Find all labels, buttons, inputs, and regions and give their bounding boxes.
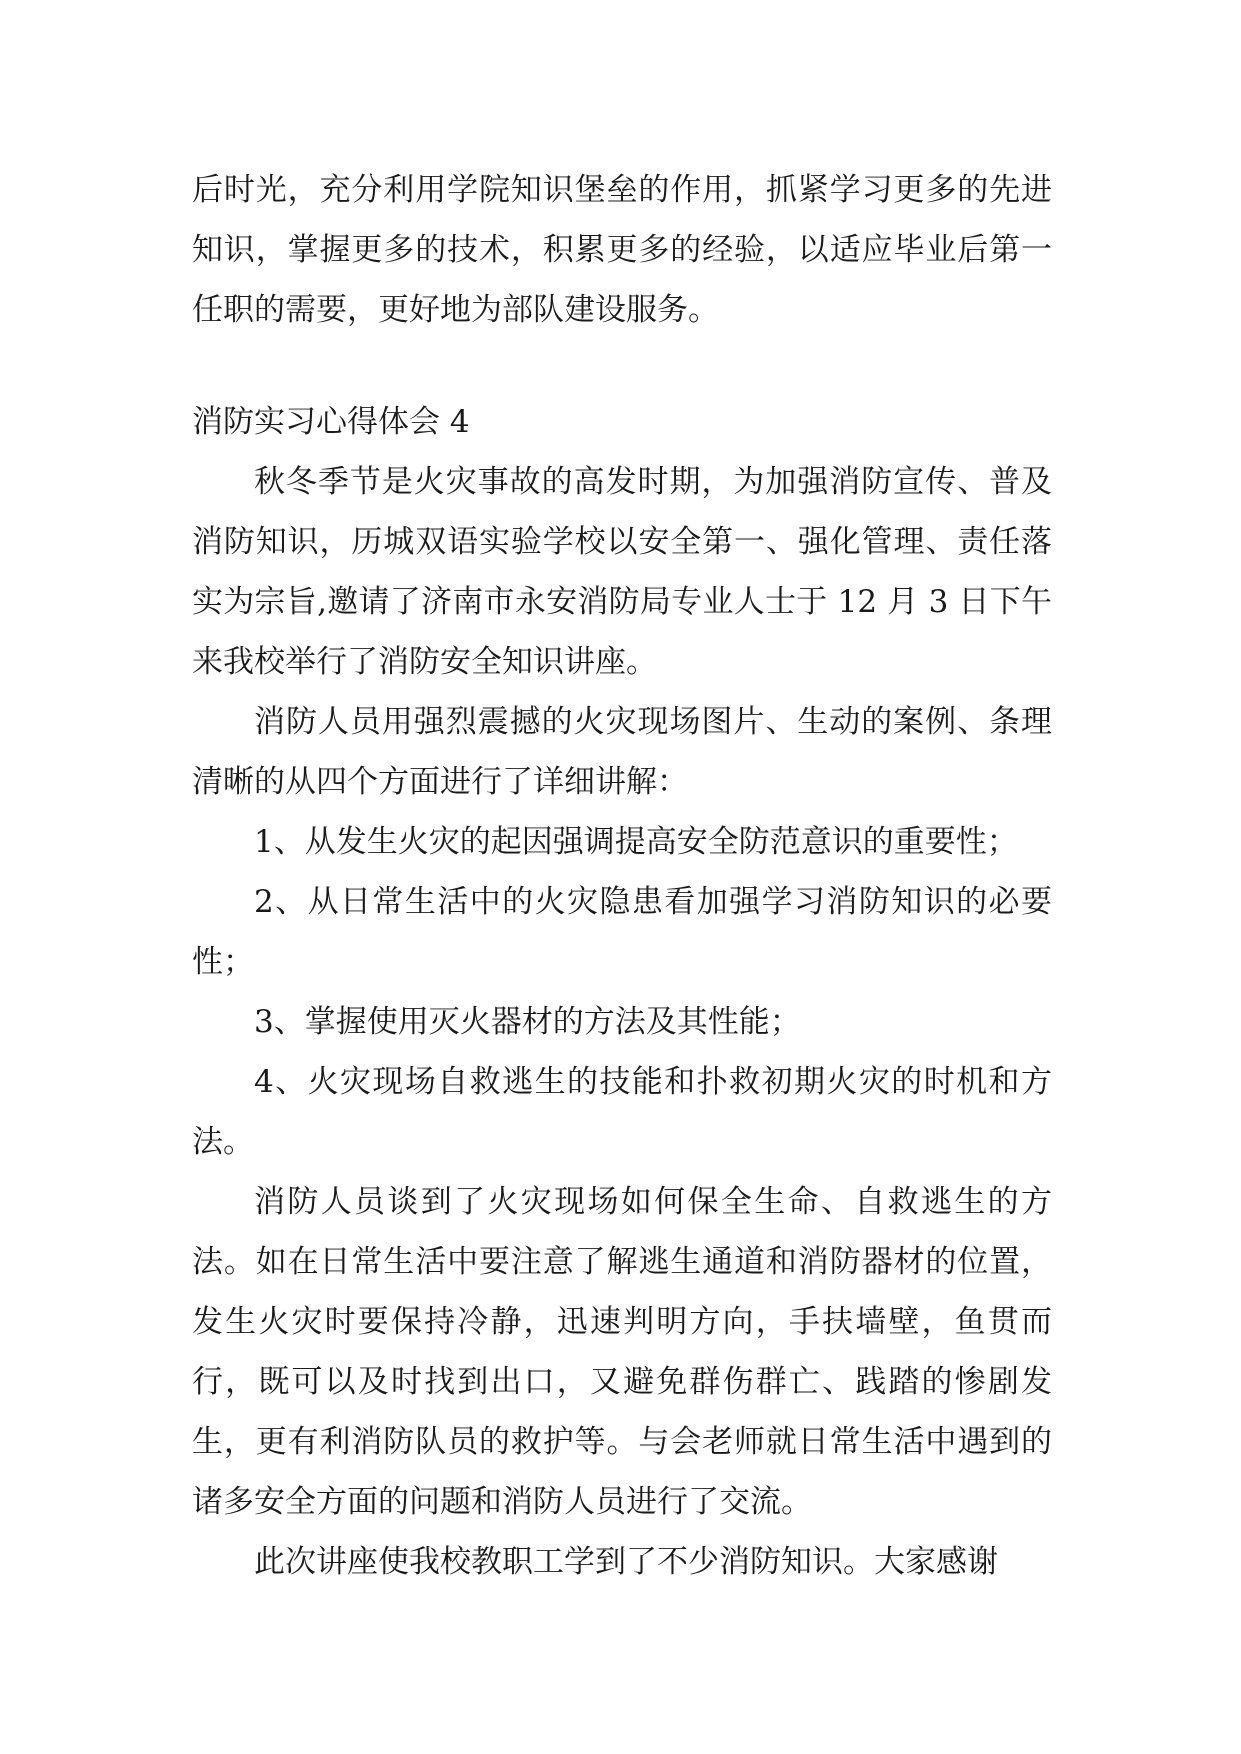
paragraph-continuation: 后时光，充分利用学院知识堡垒的作用，抓紧学习更多的先进知识，掌握更多的技术，积累更多的经验，以适应毕业后第一任职的需要，更好地为部队建设服务。 xyxy=(192,172,1052,328)
list-item-2: 2、从日常生活中的火灾隐患看加强学习消防知识的必要性； xyxy=(192,884,1052,980)
paragraph-intro: 秋冬季节是火灾事故的高发时期，为加强消防宣传、普及消防知识，历城双语实验学校以安全第一、强化管理、责任落实为宗旨,邀请了济南市永安消防局专业人士于 12 月 3 日下午来我校举行了消防安全知识讲座。 xyxy=(192,464,1052,680)
section-title: 消防实习心得体会 4 xyxy=(192,404,470,440)
list-item-3: 3、掌握使用灭火器材的方法及其性能； xyxy=(254,1004,801,1040)
paragraph-escape-methods: 消防人员谈到了火灾现场如何保全生命、自救逃生的方法。如在日常生活中要注意了解逃生通道和消防器材的位置，发生火灾时要保持冷静，迅速判明方向，手扶墙壁，鱼贯而行，既可以及时找到出口，又避免群伤群亡、践踏的惨剧发生，更有利消防队员的救护等。与会老师就日常生活中遇到的诸多安全方面的问题和消防人员进行了交流。 xyxy=(192,1184,1052,1520)
document-body xyxy=(192,160,1052,1592)
paragraph-explanation: 消防人员用强烈震撼的火灾现场图片、生动的案例、条理清晰的从四个方面进行了详细讲解： xyxy=(192,704,1052,800)
paragraph-conclusion: 此次讲座使我校教职工学到了不少消防知识。大家感谢 xyxy=(254,1544,998,1580)
list-item-4: 4、火灾现场自救逃生的技能和扑救初期火灾的时机和方法。 xyxy=(192,1064,1052,1160)
list-item-1: 1、从发生火灾的起因强调提高安全防范意识的重要性； xyxy=(254,824,1018,860)
